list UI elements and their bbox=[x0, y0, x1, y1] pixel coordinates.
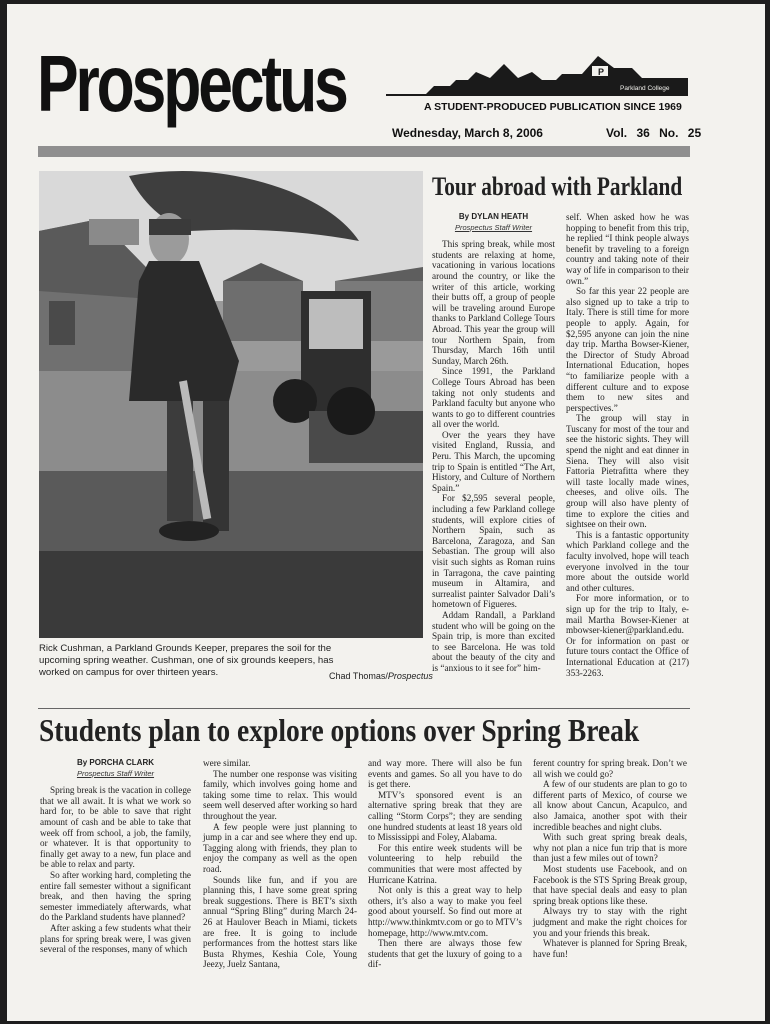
paragraph: With such great spring break deals, why not plan a nice fun trip that is more than just a few miles out of town? bbox=[533, 832, 687, 864]
tour-article-column-2 bbox=[566, 212, 689, 702]
spring-break-column-3 bbox=[368, 758, 522, 998]
college-sign-text: Parkland College bbox=[620, 85, 670, 92]
photo-caption: Rick Cushman, a Parkland Grounds Keeper, prepares the soil for the upcoming spring weather. Cushman, one of six grounds keepers, has worked on campus for over thirteen years. bbox=[39, 643, 334, 678]
tour-article-column-1 bbox=[432, 212, 555, 702]
paragraph: and way more. There will also be fun events and games. So all you have to do is get there. bbox=[368, 758, 522, 790]
paragraph: For this entire week students will be volunteering to help rebuild the communities that were most affected by Hurricane Katrina. bbox=[368, 842, 522, 885]
photo-credit bbox=[329, 671, 433, 681]
masthead-title: Prospectus bbox=[37, 39, 346, 128]
campus-skyline-logo bbox=[386, 50, 688, 100]
tour-byline: By DYLAN HEATH bbox=[458, 212, 529, 221]
paragraph: Then there are always those few students that get the luxury of going to a dif- bbox=[368, 938, 522, 970]
credit-name: Chad Thomas/ bbox=[329, 671, 388, 681]
paragraph: Spring break is the vacation in college that we all await. It is what we work so hard for, to be able to save that right amount of cash and be able to take that week off from school, a job, the family, or whatever. It is that opportunity to finally get away to a new, fun place and be able to relax and party. bbox=[40, 785, 191, 870]
headline-spring-break: Students plan to explore options over Spring Break bbox=[39, 712, 640, 748]
spring-break-byline-role: Prospectus Staff Writer bbox=[76, 768, 155, 778]
paragraph: For $2,595 several people, including a few Parkland college students, will explore cities of Northern Spain, such as Barcelona, Zaragoza, and San Sebastian. The group will also visit such sights as Roman ruins in Tarragona, the cave painting museum in Altamira, and surrealist painter Salvador Dali’s hometown of Figueres. bbox=[432, 493, 555, 610]
paragraph: So far this year 22 people are also signed up to take a trip to Italy. There is still time for more people to apply. Again, for $2,595 anyone can join the nine day trip. Martha Bowser-Kiener, the Director of Study Abroad International Education, hopes “to familiarize people with a different culture and to expose them to new sites and perspectives.” bbox=[566, 286, 689, 413]
section-divider bbox=[38, 708, 690, 709]
paragraph: Sounds like fun, and if you are planning this, I have some great spring break suggestions. There is BET’s sixth annual “Spring Bling” during March 24-26 at Haulover Beach in Miami, tickets are free. It is going to include performances from the hottest stars like Busta Rhymes, Keshia Cole, Young Jeezy, Juelz Santana, bbox=[203, 874, 357, 970]
paragraph: Whatever is planned for Spring Break, have fun! bbox=[533, 938, 687, 959]
paragraph: This is a fantastic opportunity which Parkland college and the faculty involved, hope will teach everyone involved in the tour more about the outside world and other cultures. bbox=[566, 529, 689, 593]
paragraph: MTV’s sponsored event is an alternative spring break that they are calling “Storm Corps”; they are sending one hundred students at least 18 years old to Mississippi and Foley, Alabama. bbox=[368, 789, 522, 843]
paragraph: For more information, or to sign up for the trip to Italy, e-mail Martha Bowser-Kiener at mbowser-kiener@parkland.edu. Or for information on past or future tours contact the Office of International Education at (217) 353-2263. bbox=[566, 593, 689, 678]
paragraph: were similar. bbox=[203, 758, 251, 768]
issue-volume: Vol. 36 No. 25 bbox=[606, 126, 702, 140]
spring-break-byline: By PORCHA CLARK bbox=[76, 758, 155, 767]
paragraph: A few of our students are plan to go to different parts of Mexico, of course we all know about Cancun, Acapulco, and also Jamaica, another spot with their incredible beaches and night clubs. bbox=[533, 779, 687, 832]
paragraph: Since 1991, the Parkland College Tours Abroad has been taking not only students and Parkland faculty but anyone who wants to go to different countries all over the world. bbox=[432, 366, 555, 430]
credit-publication: Prospectus bbox=[387, 671, 433, 681]
masthead-tagline: A STUDENT-PRODUCED PUBLICATION SINCE 1969 bbox=[424, 101, 682, 113]
headline-tour-abroad: Tour abroad with Parkland bbox=[432, 172, 683, 201]
paragraph: self. When asked how he was hopping to benefit from this trip, he replied “I think people always benefit by traveling to a foreign country and taking note of their way of life in comparison to their own.” bbox=[566, 212, 689, 286]
paragraph: After asking a few students what their plans for spring break were, I was given several of the responses, many of which bbox=[40, 922, 191, 955]
spring-break-column-2 bbox=[203, 758, 357, 998]
tour-byline-role: Prospectus Staff Writer bbox=[454, 222, 533, 232]
groundskeeper-photo bbox=[39, 171, 423, 638]
masthead-rule bbox=[38, 146, 690, 157]
paragraph: Most students use Facebook, and on Facebook is the STS Spring Break group, that have special deals and easy to plan spring break options like these. bbox=[533, 863, 687, 906]
paragraph: This spring break, while most students are relaxing at home, vacationing in various locations around the country, or like the writer of this article, working their butts off, a group of people will be traveling around Europe thanks to Parkland College Tours Abroad. This year the group will tour Northern Spain, from Thursday, March 16th until Sunday, March 26th. bbox=[432, 239, 555, 366]
paragraph: The number one response was visiting family, which involves going home and taking some time to relax. This would seem well deserved after working so hard throughout the year. bbox=[203, 768, 357, 821]
paragraph: The group will stay in Tuscany for most of the tour and see the historic sights. They will spend the night and eat dinner in Siena. They will also visit Fattoria Pietrafitta where they will taste locally made wines, cheeses, and olive oils. The group will also have plenty of time to explore the cities and sightsee on their own. bbox=[566, 413, 689, 530]
paragraph: Addam Randall, a Parkland student who will be going on the Spain trip, is more than excited to see Barcelona. He was told about the beauty of the city and is “anxious to it see for” him- bbox=[432, 609, 555, 673]
spring-break-column-4 bbox=[533, 758, 687, 998]
issue-date: Wednesday, March 8, 2006 bbox=[392, 126, 543, 140]
paragraph: A few people were just planning to jump in a car and see where they end up. Tagging along with friends, they plan to enjoy the company as well as the open road. bbox=[203, 821, 357, 874]
svg-text:P: P bbox=[598, 67, 605, 77]
paragraph: So after working hard, completing the entire fall semester without a significant break, and then having the spring semester immediately afterwards, what do the Parkland students have planned? bbox=[40, 869, 191, 923]
paragraph: Always try to stay with the right judgment and make the right choices for you and your friends this break. bbox=[533, 906, 687, 938]
paragraph: Over the years they have visited England, Russia, and Peru. This March, the upcoming trip to Spain is entitled “The Art, History, and Culture of Northern Spain.” bbox=[432, 429, 555, 493]
paragraph: ferent country for spring break. Don’t we all wish we could go? bbox=[533, 758, 687, 779]
spring-break-column-1 bbox=[40, 758, 191, 998]
paragraph: Not only is this a great way to help others, it’s also a way to make you feel good about yourself. So find out more at http://www.thinkmtv.com or go to MTV’s homepage, http://www.mtv.com. bbox=[368, 885, 522, 938]
